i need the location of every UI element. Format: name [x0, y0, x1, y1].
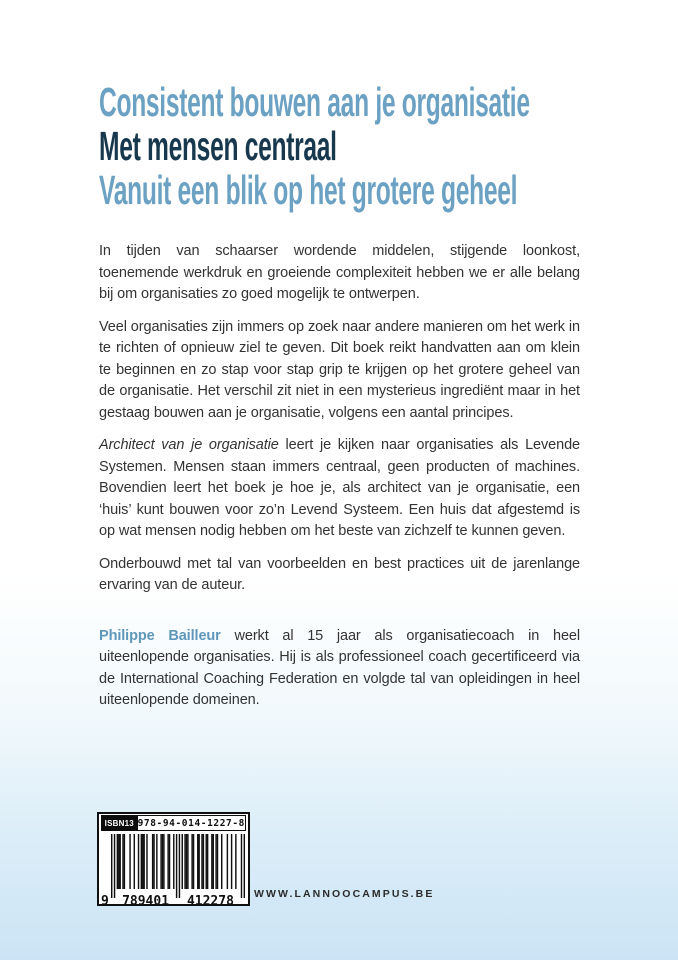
- author-bio-paragraph: Philippe Bailleur werkt al 15 jaar als organisatiecoach in heel uiteenlopende organisaties. Hij is als professioneel coach gecertificeerd via de International Coaching Federation en volgde tal van opleidingen in heel uiteenlopende domeinen.: [99, 627, 580, 708]
- book-title-reference: Architect van je organisatie: [99, 437, 279, 453]
- headline-line-3: Vanuit een blik op het grotere geheel: [99, 167, 518, 213]
- svg-text:789401: 789401: [122, 894, 170, 907]
- synopsis-text: [99, 241, 580, 723]
- isbn-strip: [101, 815, 246, 831]
- author-name: Philippe Bailleur: [99, 627, 221, 644]
- synopsis-paragraph-4: Onderbouwd met tal van voorbeelden en best practices uit de jarenlange ervaring van de auteur.: [99, 555, 580, 593]
- book-headline: [99, 80, 678, 212]
- svg-text:9: 9: [101, 894, 109, 907]
- headline-line-1: Consistent bouwen aan je organisatie: [99, 79, 530, 125]
- isbn-label: ISBN13: [104, 818, 134, 828]
- synopsis-paragraph-1: In tijden van schaarser wordende middelen, stijgende loonkost, toenemende werkdruk en groeiende complexiteit hebben we er alle belang bij om organisaties zo goed mogelijk te ontwerpen.: [99, 243, 580, 302]
- barcode-bars: [101, 833, 247, 907]
- synopsis-paragraph-2: Veel organisaties zijn immers op zoek naar andere manieren om het werk in te richten of opnieuw ziel te geven. Dit boek reikt handvatten aan om klein te beginnen en zo stap voor stap grip te krijgen op het grotere geheel van de organisatie. Het verschil zit niet in een mysterieus ingrediënt maar in het gestaag bouwen aan je organisatie, volgens een aantal principes.: [99, 318, 580, 421]
- website-url: WWW.LANNOOCAMPUS.BE: [254, 888, 435, 900]
- headline-line-2: Met mensen centraal: [99, 123, 337, 169]
- barcode: [97, 812, 250, 906]
- synopsis-paragraph-3: Architect van je organisatie leert je kijken naar organisaties als Levende Systemen. Mensen staan immers centraal, geen producten of machines. Bovendien leert het boek je hoe je, als architect van je organisatie, een ‘huis’ kunt bouwen voor zo’n Levend Systeem. Een huis dat afgestemd is op wat mensen nodig hebben om het beste van zichzelf te kunnen geven.: [99, 437, 581, 539]
- isbn-number: 978-94-014-1227-8: [137, 817, 245, 829]
- svg-text:412278: 412278: [186, 894, 234, 907]
